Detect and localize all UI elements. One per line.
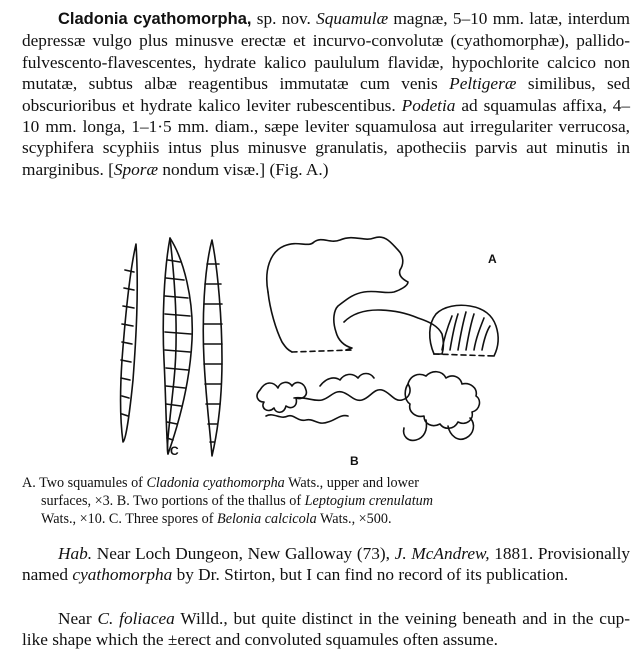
description-text: ad squamulas affixa, 4–10 mm. longa, 1–1·5 mm. diam., sæpe leviter squamulosa aut irregulariter verrucosa, scyphifera scyphiis intus plus minusve granulatis, apotheciis parvis aut minutis in marginibus. (22, 95, 630, 179)
caption-species: Leptogium crenulatum (304, 493, 434, 509)
figure-label-a: A (488, 252, 497, 266)
figure-reference: (Fig. A.) (269, 159, 329, 179)
note-text: Willd., but quite distinct in the veining beneath and in the cup-like shape which the (22, 609, 630, 650)
caption-text: Wats., upper and lower (288, 475, 419, 491)
note-species: C. foliacea (97, 609, 175, 628)
description-text: similibus, sed obscurioribus et hydrate kalico leviter rubescentibus. (22, 74, 630, 115)
description-text: magnæ, 5–10 mm. (393, 9, 524, 28)
note-paragraph (22, 608, 630, 651)
figure (108, 230, 528, 472)
caption-line-2 (22, 492, 628, 510)
caption-line-3 (22, 510, 628, 528)
thallus-drawing-left (257, 374, 410, 424)
caption-species: Belonia calcicola (217, 511, 317, 527)
spore-drawing-3 (203, 240, 222, 456)
peltigerae-term: Peltigeræ (449, 74, 517, 94)
caption-species: Cladonia cyathomorpha (146, 475, 285, 491)
podetia-term: Podetia (401, 95, 456, 115)
figure-illustration (108, 230, 528, 472)
collector-name: J. McAndrew, (394, 544, 490, 563)
squamulae-term: Squamulæ (316, 9, 389, 28)
habitat-text: by Dr. Stirton, but I can find no record of its publication. (176, 565, 569, 585)
habitat-text: Near Loch Dungeon, New Galloway (73), (96, 544, 390, 563)
sporae-term: Sporæ (113, 159, 159, 179)
plus-minus-sign: ± (167, 630, 178, 650)
note-text: erect and convoluted squamules often assume. (177, 630, 498, 650)
caption-text: Wats., ×500. (320, 511, 392, 527)
epithet: cyathomorpha (72, 565, 173, 585)
description-text: nondum visæ.] (162, 159, 266, 179)
figure-label-c: C (170, 444, 179, 458)
figure-caption (22, 474, 628, 528)
taxon-status: sp. nov. (256, 9, 311, 28)
habitat-label: Hab. (58, 544, 93, 563)
habitat-text: 1881. Provisionally named (22, 544, 631, 585)
figure-label-b: B (350, 454, 359, 468)
thallus-drawing-right (404, 372, 480, 441)
caption-text: surfaces, ×3. B. Two portions of the thallus of (41, 493, 302, 509)
spore-drawing-2 (163, 238, 192, 454)
habitat-paragraph (22, 543, 630, 586)
bracket: [ (108, 159, 114, 179)
caption-text: A. Two squamules of (22, 475, 143, 491)
caption-line-1 (22, 474, 628, 492)
description-text: latæ, interdum depressæ vulgo plus minusve erectæ et incurvo-convolutæ (cyathomorphæ), pallido-fulvescento-flavescentes, hydrate kalico paululum flavidæ, hypochlorite calcico non mutatæ, subtus albæ reagentibus immutatæ cum venis (22, 9, 630, 94)
note-text: Near (58, 609, 92, 628)
caption-text: Wats., ×10. C. Three spores of (41, 511, 214, 527)
taxon-name: Cladonia cyathomorpha, (58, 10, 252, 28)
squamule-drawing-upper (267, 237, 444, 354)
species-description (22, 8, 630, 180)
spore-drawing-1 (121, 244, 138, 442)
